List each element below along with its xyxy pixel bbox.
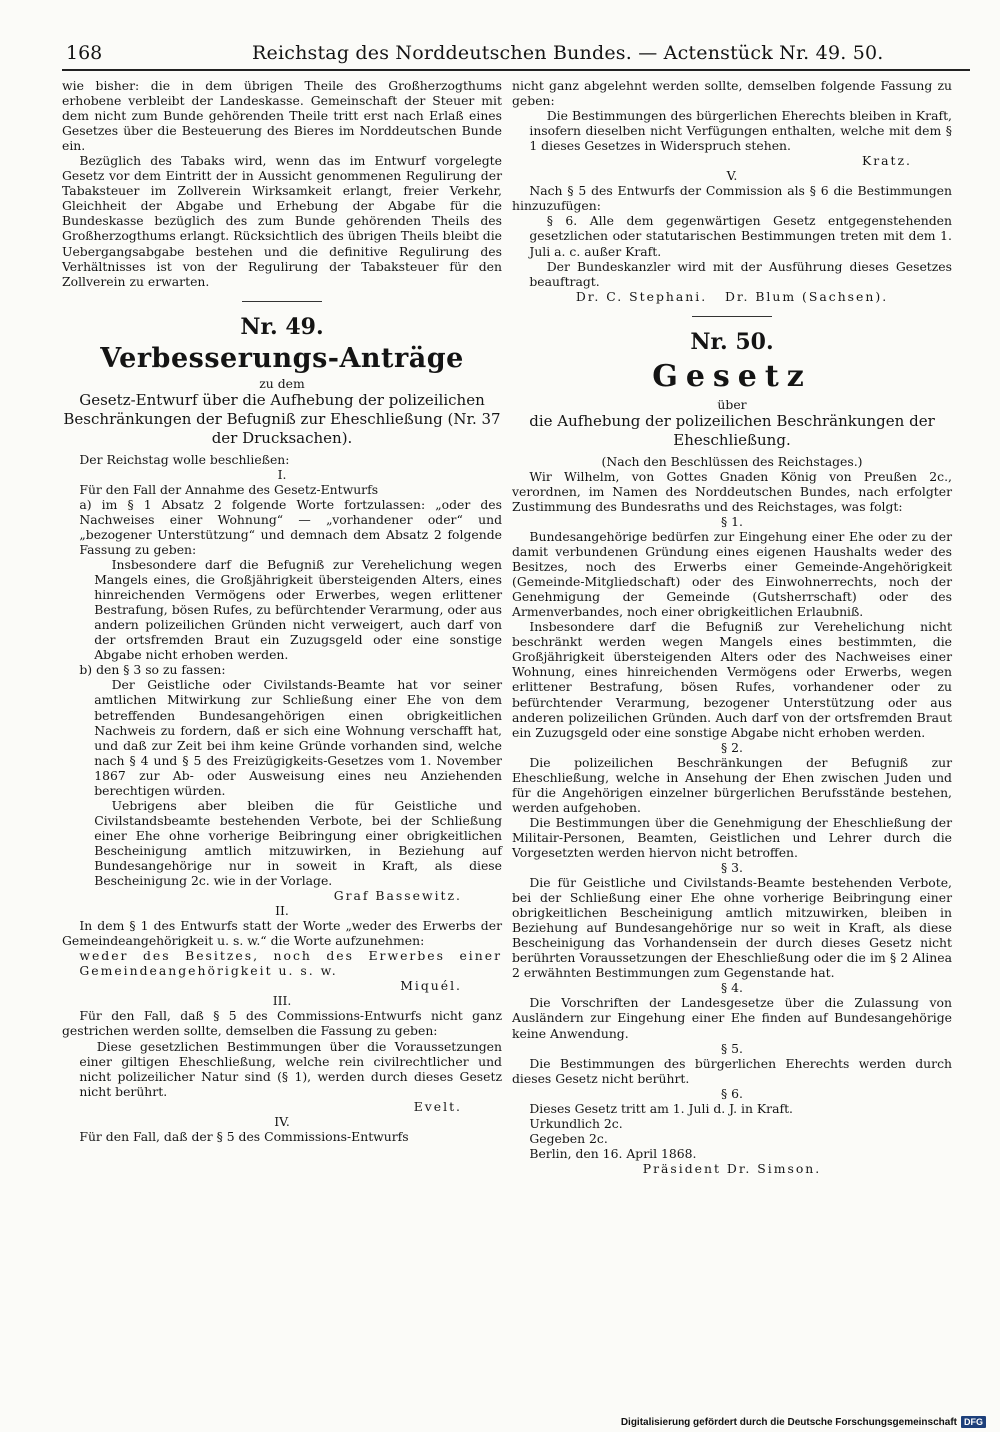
paragraph: Urkundlich 2c.	[529, 1115, 623, 1131]
quoted-text: weder des Besitzes, noch des Erwerbes einer Gemeindeangehörigkeit u. s. w.	[79, 948, 502, 979]
section-heading: § 4.	[721, 980, 743, 996]
title-connector: über	[717, 396, 747, 412]
paragraph: Die polizeilichen Beschränkungen der Befugniß zur Eheschließung, welche in Ansehung der Ehen zwischen Juden und für die Angehörigen einzelner bürgerlichen Berufsstände bestehen, werden aufgehoben.	[512, 754, 952, 815]
roman-numeral: V.	[726, 168, 738, 184]
quoted-text: Uebrigens aber bleiben die für Geistliche und Civilstandsbeamte bestehenden Verbote, bei der Schließung einer Ehe ohne vorherige Beibringung einer obrigkeitlichen Bescheinigung amtlich mitzuwirken, in Beziehung auf Bundesangehörige nur in soweit in Kraft, als diese Bescheinigung 2c. wie in der Vorlage.	[94, 797, 502, 889]
title-connector: zu dem	[259, 375, 305, 391]
section-heading: § 2.	[721, 739, 743, 755]
header-rule	[62, 69, 970, 71]
signature: Präsident Dr. Simson.	[642, 1160, 822, 1176]
list-item: a) im § 1 Absatz 2 folgende Worte fortzulassen: „oder des Nachweises einer Wohnung“ — „vorhandener oder“ und „bezogener Unterstützung“ und demnach dem Absatz 2 folgende Fassung zu geben:	[79, 496, 502, 557]
right-column	[512, 78, 952, 1176]
signature: Miquél.	[400, 978, 462, 994]
dfg-logo: DFG	[961, 1416, 986, 1428]
paragraph: Wir Wilhelm, von Gottes Gnaden König von Preußen 2c., verordnen, im Namen des Norddeutschen Bundes, nach erfolgter Zustimmung des Bundesraths und des Reichstages, was folgt:	[512, 468, 952, 514]
roman-numeral: III.	[272, 993, 292, 1009]
running-title: Reichstag des Norddeutschen Bundes. — Actenstück Nr. 49. 50.	[252, 42, 884, 64]
note: (Nach den Beschlüssen des Reichstages.)	[601, 453, 863, 469]
paragraph: Bezüglich des Tabaks wird, wenn das im Entwurf vorgelegte Gesetz vor dem Eintritt der in Aussicht genommenen Regulirung der Tabaksteuer im Zollverein Wirksamkeit erlangt, freier Verkehr, Gleichheit der Abgabe und Erhebung der Abgabe für die Bundeskasse bezüglich des zum Bunde gehörenden Theils des Großherzogthums erlangt. Rücksichtlich des übrigen Theils bleibt die Uebergangsabgabe bestehen und die definitive Regulirung des Verhältnisses ist von der Regulirung der Tabaksteuer für den Zollverein zu erwarten.	[62, 153, 502, 289]
paragraph: Die für Geistliche und Civilstands-Beamte bestehenden Verbote, bei der Schließung einer Ehe ohne vorherige Beibringung einer obrigkeitlichen Bescheinigung amtlich mitzuwirken, bleiben in Beziehung auf Bundesangehörige nur so weit in Kraft, als diese Bescheinigung das Vorhandensein der durch dieses Gesetz nicht berührten Voraussetzungen der Eheschließung oder die im § 2 Alinea 2 erwähnten Bestimmungen zum Gegenstande hat.	[512, 875, 952, 981]
digitization-credit	[621, 1416, 986, 1428]
signature: Dr. C. Stephani. Dr. Blum (Sachsen).	[575, 288, 889, 304]
signature: Graf Bassewitz.	[333, 888, 462, 904]
page-number: 168	[66, 42, 103, 64]
paragraph: Für den Fall der Annahme des Gesetz-Entwurfs	[79, 481, 379, 497]
list-item: b) den § 3 so zu fassen:	[79, 662, 226, 678]
page-header	[62, 38, 970, 68]
document-subtitle: die Aufhebung der polizeilichen Beschränkungen der Eheschließung.	[529, 411, 935, 449]
document-subtitle: Gesetz-Entwurf über die Aufhebung der polizeilichen Beschränkungen der Befugniß zur Eheschließung (Nr. 37 der Drucksachen).	[63, 390, 501, 447]
document-number: Nr. 49.	[240, 313, 324, 340]
section-heading: § 5.	[721, 1040, 743, 1056]
paragraph: nicht ganz abgelehnt werden sollte, demselben folgende Fassung zu geben:	[512, 78, 952, 109]
quoted-text: Diese gesetzlichen Bestimmungen über die Voraussetzungen einer giltigen Eheschließung, welche rein civilrechtlicher und nicht polizeilicher Natur sind (§ 1), werden durch dieses Gesetz nicht berührt.	[79, 1038, 502, 1099]
roman-numeral: IV.	[274, 1113, 290, 1129]
credit-text: Digitalisierung gefördert durch die Deutsche Forschungsgemeinschaft	[620, 1416, 957, 1428]
paragraph: Für den Fall, daß der § 5 des Commissions-Entwurfs	[79, 1128, 409, 1144]
paragraph: wie bisher: die in dem übrigen Theile des Großherzogthums erhobene verbleibt der Landeskasse. Gemeinschaft der Steuer mit dem nicht zum Bunde gehörenden Theile tritt erst nach Erlaß eines Gesetzes über die Besteuerung des Bieres im Norddeutschen Bunde ein.	[62, 78, 502, 154]
roman-numeral: I.	[277, 466, 287, 482]
document-title: Verbesserungs-Anträge	[100, 342, 464, 374]
paragraph: Bundesangehörige bedürfen zur Eingehung einer Ehe oder zu der damit verbundenen Gründung eines eigenen Haushalts weder des Besitzes, noch des Erwerbs einer Gemeinde-Angehörigkeit (Gemeinde-Mitgliedschaft) oder des Einwohnerrechts, noch der Genehmigung der Gemeinde (Gutsherrschaft) oder des Armenverbandes, noch einer obrigkeitlichen Erlaubniß.	[512, 528, 952, 620]
paragraph: Die Bestimmungen über die Genehmigung der Eheschließung der Militair-Personen, Beamten, Geistlichen und Lehrer durch die Vorgesetzten werden hiervon nicht betroffen.	[512, 814, 952, 860]
quoted-text: Die Bestimmungen des bürgerlichen Eherechts bleiben in Kraft, insofern dieselben nicht Verfügungen enthalten, welche mit dem § 1 dieses Gesetzes in Widerspruch stehen.	[529, 108, 952, 154]
paragraph: In dem § 1 des Entwurfs statt der Worte „weder des Erwerbs der Gemeindeangehörigkeit u. s. w.“ die Worte aufzunehmen:	[62, 918, 502, 949]
paragraph: Dieses Gesetz tritt am 1. Juli d. J. in Kraft.	[529, 1100, 793, 1116]
section-heading: § 1.	[721, 513, 743, 529]
paragraph: Die Bestimmungen des bürgerlichen Eherechts werden durch dieses Gesetz nicht berührt.	[512, 1055, 952, 1086]
quoted-text: Der Bundeskanzler wird mit der Ausführung dieses Gesetzes beauftragt.	[529, 258, 952, 289]
left-column	[62, 78, 502, 1144]
quoted-text: Insbesondere darf die Befugniß zur Verehelichung wegen Mangels eines, die Großjährigkeit übersteigenden Alters, eines hinreichenden Vermögens oder Erwerbes, wegen erlittener Bestrafung, bösen Rufes, zu befürchtender Verarmung, oder aus andern polizeilichen Gründen nicht verweigert, auch darf von der ortsfremden Braut ein Zuzugsgeld oder eine sonstige Abgabe nicht erhoben werden.	[94, 557, 502, 663]
signature: Kratz.	[861, 153, 912, 169]
roman-numeral: II.	[275, 903, 289, 919]
signature: Evelt.	[413, 1098, 462, 1114]
paragraph: Nach § 5 des Entwurfs der Commission als § 6 die Bestimmungen hinzuzufügen:	[512, 183, 952, 214]
section-heading: § 3.	[721, 860, 743, 876]
quoted-text: § 6. Alle dem gegenwärtigen Gesetz entgegenstehenden gesetzlichen oder statutarischen Bestimmungen treten mit dem 1. Juli a. c. außer Kraft.	[529, 213, 952, 259]
paragraph: Gegeben 2c.	[529, 1130, 608, 1146]
document-number: Nr. 50.	[690, 328, 774, 355]
section-divider	[692, 316, 772, 317]
paragraph: Der Reichstag wolle beschließen:	[79, 451, 290, 467]
section-divider	[242, 301, 322, 302]
section-heading: § 6.	[721, 1085, 743, 1101]
paragraph: Insbesondere darf die Befugniß zur Verehelichung nicht beschränkt werden wegen Mangels eines bestimmten, die Großjährigkeit übersteigenden Alters oder des Nachweises einer Wohnung, eines hinreichenden Vermögens oder Erwerbs, wegen erlittener Bestrafung, bösen Rufes, vorhandener oder zu befürchtender Verarmung, bezogener Unterstützung oder aus anderen polizeilichen Gründen. Auch darf von der ortsfremden Braut ein Zuzugsgeld oder eine sonstige Abgabe nicht erhoben werden.	[512, 619, 952, 740]
paragraph: Berlin, den 16. April 1868.	[529, 1145, 697, 1161]
quoted-text: Der Geistliche oder Civilstands-Beamte hat vor seiner amtlichen Mitwirkung zur Schließung einer Ehe von dem betreffenden Bundesangehörigen einen obrigkeitlichen Nachweis zu fordern, daß er sich eine Wohnung verschafft hat, und daß zur Zeit bei ihm keine Gründe vorhanden sind, welche nach § 4 und § 5 des Freizügigkeits-Gesetzes vom 1. November 1867 zur Ab- oder Ausweisung eines neu Anziehenden berechtigen würden.	[94, 677, 502, 798]
document-title: Gesetz	[652, 358, 812, 394]
paragraph: Die Vorschriften der Landesgesetze über die Zulassung von Ausländern zur Eingehung einer Ehe finden auf Bundesangehörige keine Anwendung.	[512, 995, 952, 1041]
paragraph: Für den Fall, daß § 5 des Commissions-Entwurfs nicht ganz gestrichen werden sollte, demselben die Fassung zu geben:	[62, 1008, 502, 1039]
